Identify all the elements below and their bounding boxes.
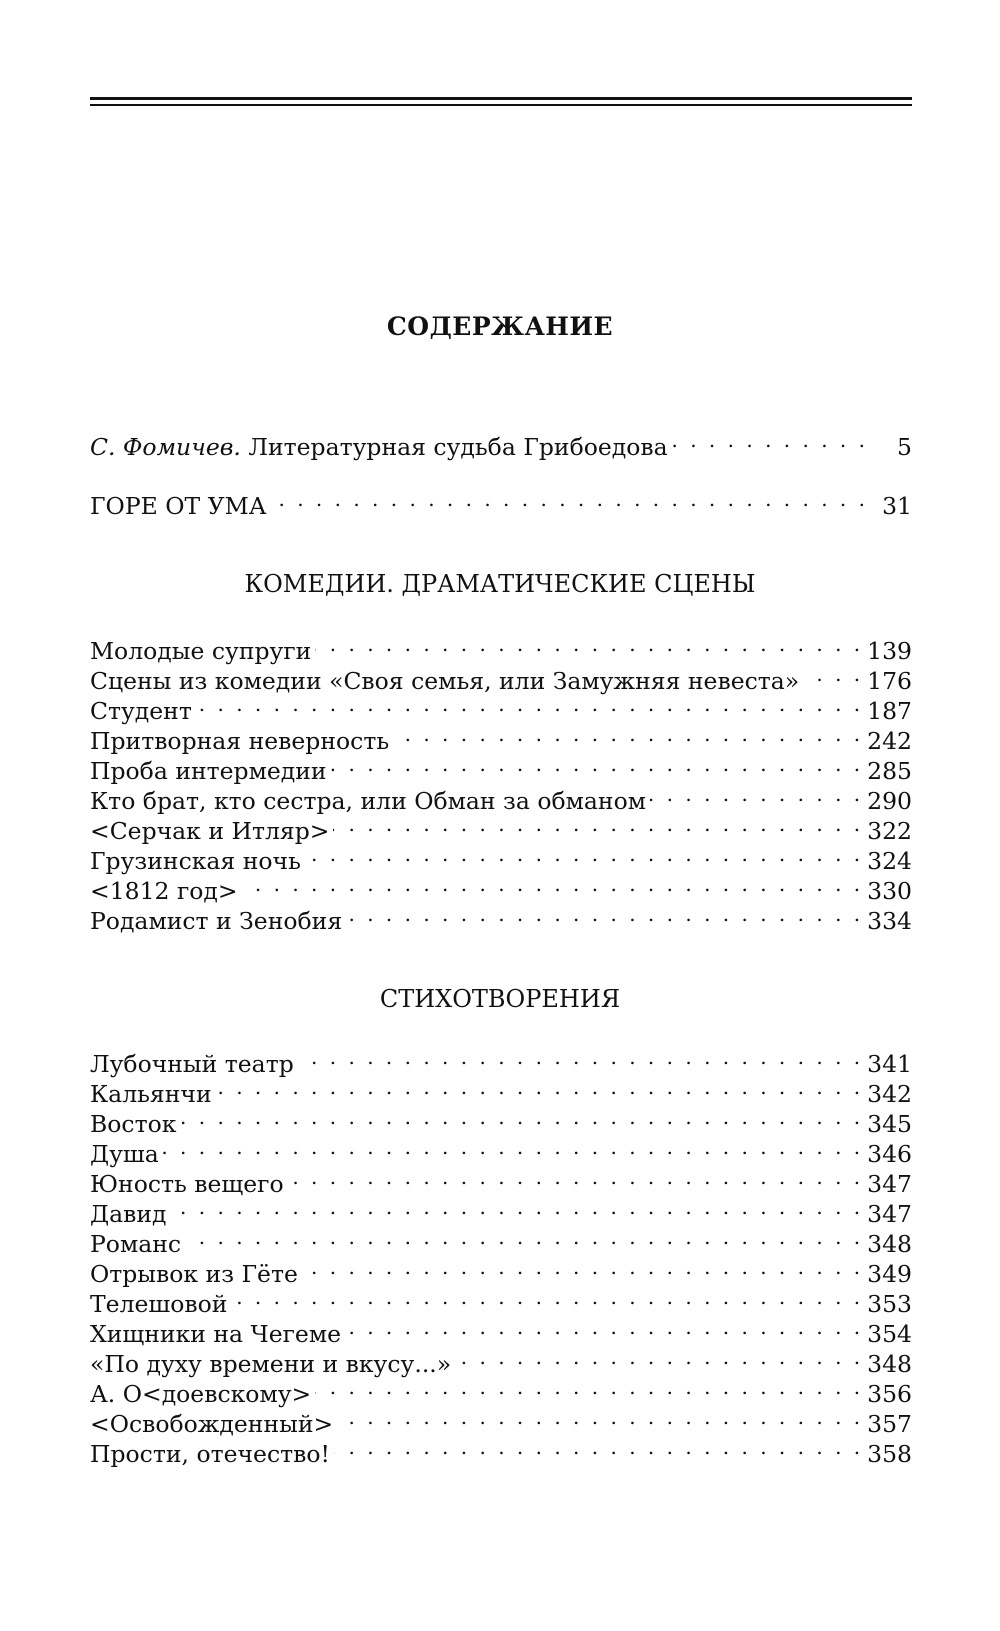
dot-leader (334, 1432, 863, 1462)
entry-title: Сцены из комедии «Своя семья, или Замужняя невеста» (90, 667, 800, 695)
entry-title: Молодые супруги (90, 637, 312, 665)
dot-leader (345, 1312, 863, 1342)
dot-leader (305, 839, 863, 869)
dot-leader (242, 869, 864, 899)
section-heading-comedies: КОМЕДИИ. ДРАМАТИЧЕСКИЕ СЦЕНЫ (244, 570, 756, 598)
entry-page-number: 322 (867, 817, 912, 845)
toc-entry[interactable] (90, 425, 912, 461)
toc-entry[interactable] (90, 1162, 912, 1198)
entry-page-number: 341 (867, 1050, 912, 1078)
header-rule-thick (90, 97, 912, 100)
dot-leader (170, 1192, 863, 1222)
entry-page-number: 31 (882, 492, 912, 520)
entry-title: Литературная судьба Грибоедова (248, 433, 668, 461)
entry-title: Отрывок из Гёте (90, 1260, 298, 1288)
entry-title: Душа (90, 1140, 159, 1168)
entry-page-number: 324 (867, 847, 912, 875)
entry-title: <Серчак и Итляр> (90, 817, 330, 845)
dot-leader (315, 629, 863, 659)
entry-title: Хищники на Чегеме (90, 1320, 342, 1348)
dot-leader (185, 1222, 863, 1252)
toc-entry[interactable] (90, 629, 912, 665)
entry-title: А. О<доевскому> (90, 1380, 312, 1408)
dot-leader (455, 1342, 863, 1372)
toc-entry[interactable] (90, 1042, 912, 1078)
dot-leader (650, 779, 863, 809)
toc-entry[interactable] (90, 1192, 912, 1228)
entry-title: Проба интермедии (90, 757, 327, 785)
entry-page-number: 330 (867, 877, 912, 905)
dot-leader (346, 899, 863, 929)
toc-front-entry-1 (90, 425, 912, 461)
entry-title: Восток (90, 1110, 177, 1138)
entry-page-number: 346 (867, 1140, 912, 1168)
entry-page-number: 187 (867, 697, 912, 725)
entry-page-number: 176 (867, 667, 912, 695)
entry-title: Кто брат, кто сестра, или Обман за обманом (90, 787, 647, 815)
dot-leader (315, 1372, 863, 1402)
toc-entry[interactable] (90, 1102, 912, 1138)
entry-page-number: 347 (867, 1200, 912, 1228)
section-heading-poems: СТИХОТВОРЕНИЯ (379, 985, 621, 1013)
entry-title: Грузинская ночь (90, 847, 301, 875)
dot-leader (180, 1102, 863, 1132)
entry-page-number: 349 (867, 1260, 912, 1288)
entry-title: Родамист и Зенобия (90, 907, 343, 935)
dot-leader (271, 484, 868, 514)
entry-page-number: 334 (867, 907, 912, 935)
toc-entry[interactable] (90, 1222, 912, 1258)
toc-front-entry-2 (90, 484, 912, 520)
entry-title: <1812 год> (90, 877, 238, 905)
entry-page-number: 345 (867, 1110, 912, 1138)
entry-title: Романс (90, 1230, 182, 1258)
entry-page-number: 353 (867, 1290, 912, 1318)
dot-leader (803, 659, 863, 689)
entry-title: Кальянчи (90, 1080, 212, 1108)
entry-author: С. Фомичев. (90, 433, 241, 461)
entry-page-number: 357 (867, 1410, 912, 1438)
entry-title: Телешовой (90, 1290, 228, 1318)
dot-leader (331, 749, 864, 779)
header-rule-thin (90, 104, 912, 106)
entry-page-number: 348 (867, 1350, 912, 1378)
dot-leader (196, 689, 863, 719)
entry-page-number: 5 (897, 433, 912, 461)
entry-page-number: 285 (867, 757, 912, 785)
entry-title: Притворная неверность (90, 727, 390, 755)
entry-page-number: 358 (867, 1440, 912, 1468)
entry-title: Давид (90, 1200, 167, 1228)
dot-leader (298, 1042, 863, 1072)
entry-page-number: 290 (867, 787, 912, 815)
dot-leader (163, 1132, 863, 1162)
entry-page-number: 354 (867, 1320, 912, 1348)
entry-title: Прости, отечество! (90, 1440, 330, 1468)
entry-label (90, 432, 668, 462)
entry-title: «По духу времени и вкусу...» (90, 1350, 452, 1378)
entry-page-number: 342 (867, 1080, 912, 1108)
toc-entry[interactable] (90, 1252, 912, 1288)
entry-title: Юность вещего (90, 1170, 284, 1198)
dot-leader (672, 425, 868, 455)
toc-entry[interactable] (90, 689, 912, 725)
toc-entry[interactable] (90, 719, 912, 755)
entry-title: Лубочный театр (90, 1050, 294, 1078)
entry-title: ГОРЕ ОТ УМА (90, 492, 267, 520)
dot-leader (288, 1162, 864, 1192)
dot-leader (333, 809, 863, 839)
entry-title: Студент (90, 697, 192, 725)
entry-page-number: 347 (867, 1170, 912, 1198)
entry-page-number: 139 (867, 637, 912, 665)
dot-leader (302, 1252, 863, 1282)
dot-leader (393, 719, 863, 749)
page-title: СОДЕРЖАНИЕ (386, 312, 614, 341)
entry-page-number: 356 (867, 1380, 912, 1408)
entry-page-number: 348 (867, 1230, 912, 1258)
entry-title: <Освобожденный> (90, 1410, 334, 1438)
dot-leader (216, 1072, 864, 1102)
dot-leader (337, 1402, 863, 1432)
entry-page-number: 242 (867, 727, 912, 755)
toc-list-comedies (90, 629, 912, 935)
dot-leader (231, 1282, 863, 1312)
toc-entry[interactable] (90, 1132, 912, 1168)
toc-list-poems (90, 1042, 912, 1468)
toc-entry[interactable] (90, 484, 912, 520)
